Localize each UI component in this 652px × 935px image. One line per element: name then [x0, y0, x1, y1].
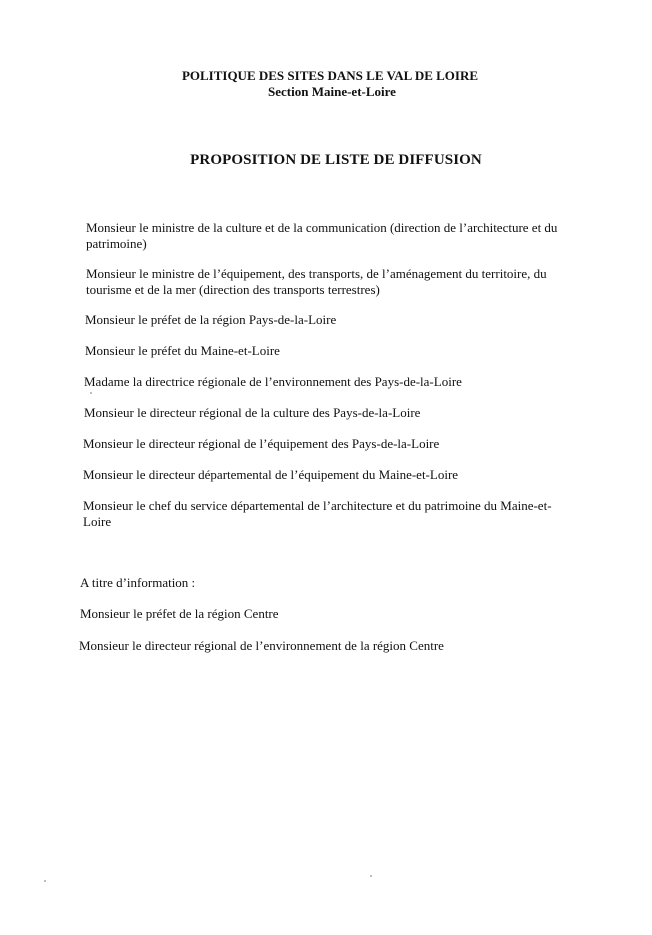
document-title: PROPOSITION DE LISTE DE DIFFUSION	[190, 152, 482, 168]
recipient-item	[85, 312, 336, 328]
recipient-item	[86, 266, 547, 298]
recipient-item	[86, 220, 557, 252]
information-heading: A titre d’information :	[80, 575, 196, 590]
recipient-line: Monsieur le préfet de la région Pays-de-la-Loire	[85, 312, 337, 327]
recipient-line: Loire	[83, 514, 112, 529]
recipient-line: Monsieur le chef du service départemental de l’architecture et du patrimoine du Maine-et-	[83, 498, 552, 513]
recipient-item	[84, 405, 420, 421]
recipient-line: Madame la directrice régionale de l’environnement des Pays-de-la-Loire	[84, 374, 462, 389]
recipient-line: patrimoine)	[86, 236, 147, 251]
recipient-line: Monsieur le directeur régional de l’équipement des Pays-de-la-Loire	[83, 436, 440, 451]
information-recipient: Monsieur le directeur régional de l’environnement de la région Centre	[79, 638, 444, 653]
recipient-line: Monsieur le directeur départemental de l’équipement du Maine-et-Loire	[83, 467, 459, 482]
recipient-line: Monsieur le ministre de l’équipement, des transports, de l’aménagement du territoire, du	[86, 266, 547, 281]
header-subtitle: Section Maine-et-Loire	[268, 84, 396, 99]
recipient-item	[85, 343, 280, 359]
recipient-item	[83, 467, 458, 483]
scan-speck	[44, 880, 46, 882]
recipient-line: Monsieur le directeur régional de la culture des Pays-de-la-Loire	[84, 405, 421, 420]
recipient-line: tourisme et de la mer (direction des transports terrestres)	[86, 282, 380, 297]
scan-speck	[90, 392, 92, 394]
information-recipient: Monsieur le préfet de la région Centre	[80, 606, 279, 621]
recipient-line: Monsieur le préfet du Maine-et-Loire	[85, 343, 280, 358]
recipient-item	[83, 436, 439, 452]
header-title: POLITIQUE DES SITES DANS LE VAL DE LOIRE	[181, 68, 479, 83]
scan-speck	[370, 875, 372, 877]
recipient-item	[83, 498, 552, 530]
recipient-line: Monsieur le ministre de la culture et de la communication (direction de l’architecture et du	[86, 220, 558, 235]
recipient-item	[84, 374, 462, 390]
